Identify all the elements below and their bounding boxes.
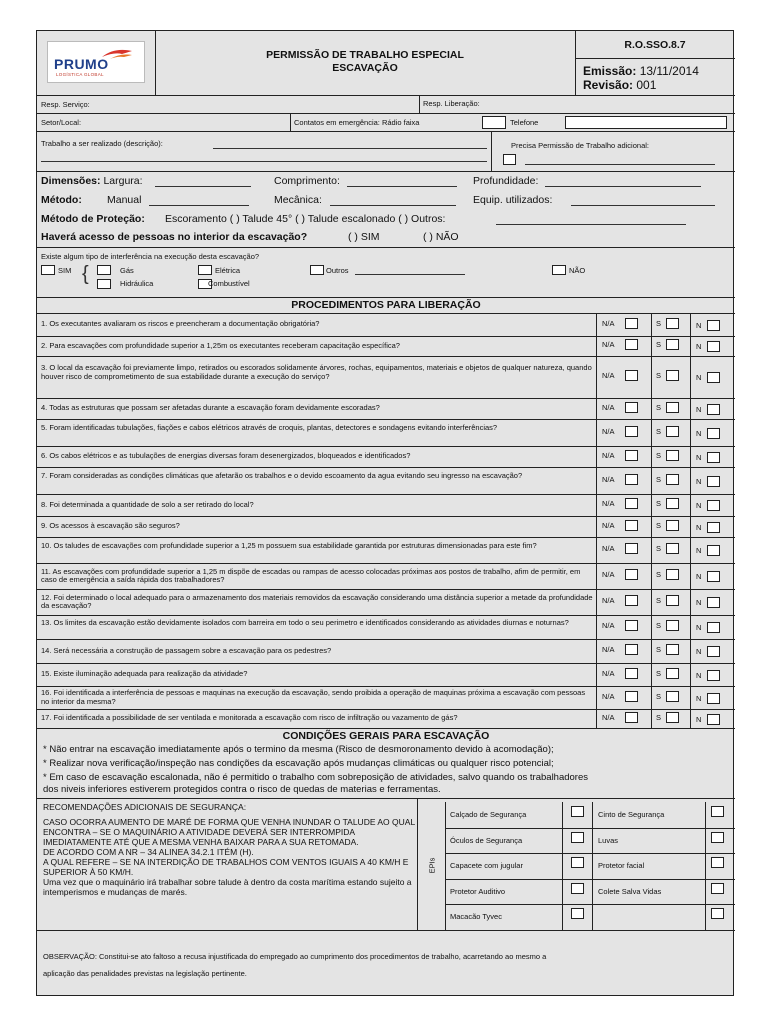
gas-checkbox[interactable] bbox=[97, 265, 111, 275]
n-label: N bbox=[696, 647, 702, 656]
n-checkbox[interactable] bbox=[707, 522, 720, 533]
n-label: N bbox=[696, 501, 702, 510]
s-checkbox[interactable] bbox=[666, 370, 679, 381]
n-label: N bbox=[696, 477, 702, 486]
n-checkbox[interactable] bbox=[707, 670, 720, 681]
epi-item-label: Macacão Tyvec bbox=[450, 912, 502, 921]
procedure-question: 8. Foi determinada a quantidade de solo a ser retirado do local? bbox=[41, 499, 254, 509]
na-label: N/A bbox=[602, 319, 615, 328]
na-label: N/A bbox=[602, 669, 615, 678]
protecao-outros-field[interactable] bbox=[496, 224, 686, 225]
epi-item-label: Óculos de Segurança bbox=[450, 836, 523, 845]
emissao-label: Emissão: bbox=[583, 64, 637, 78]
s-checkbox[interactable] bbox=[666, 569, 679, 580]
profundidade-field[interactable] bbox=[545, 186, 701, 187]
procedure-question: 2. Para escavações com profundidade superior a 1,25m os executantes receberam capacitação específica? bbox=[41, 340, 400, 350]
s-label: S bbox=[656, 499, 662, 508]
s-label: S bbox=[656, 713, 662, 722]
n-checkbox[interactable] bbox=[707, 452, 720, 463]
n-checkbox[interactable] bbox=[707, 428, 720, 439]
na-checkbox[interactable] bbox=[625, 402, 638, 413]
interferencia-question: Existe algum tipo de interferência na execução desta escavação? bbox=[41, 252, 260, 261]
na-label: N/A bbox=[602, 499, 615, 508]
condicao-3b: dos niveis inferiores estiverem protegidos contra o risco de quedas de materias e ferramentas. bbox=[43, 784, 441, 795]
condicao-3a: * Em caso de escavação escalonada, não é permitido o trabalho com sobreposição de atividades, salvo quando os trabalhadores bbox=[43, 772, 589, 783]
na-checkbox[interactable] bbox=[625, 595, 638, 606]
epi-item-label: Colete Salva Vidas bbox=[598, 887, 662, 896]
telefone-label: Telefone bbox=[510, 118, 539, 127]
revisao-value: 001 bbox=[636, 78, 657, 92]
na-label: N/A bbox=[602, 475, 615, 484]
telefone-field[interactable] bbox=[565, 116, 727, 129]
na-checkbox[interactable] bbox=[625, 569, 638, 580]
na-checkbox[interactable] bbox=[625, 474, 638, 485]
s-label: S bbox=[656, 371, 662, 380]
radio-faixa-field[interactable] bbox=[482, 116, 506, 129]
profundidade-label: Profundidade: bbox=[473, 175, 539, 187]
epi-checkbox[interactable] bbox=[711, 908, 724, 919]
na-checkbox[interactable] bbox=[625, 520, 638, 531]
s-checkbox[interactable] bbox=[666, 318, 679, 329]
combustivel-label: Combustível bbox=[208, 279, 250, 288]
na-checkbox[interactable] bbox=[625, 543, 638, 554]
observacao-line2: aplicação das penalidades previstas na legislação pertinente. bbox=[43, 969, 247, 978]
na-label: N/A bbox=[602, 427, 615, 436]
s-checkbox[interactable] bbox=[666, 450, 679, 461]
na-label: N/A bbox=[602, 645, 615, 654]
n-checkbox[interactable] bbox=[707, 341, 720, 352]
s-label: S bbox=[656, 427, 662, 436]
n-checkbox[interactable] bbox=[707, 545, 720, 556]
na-checkbox[interactable] bbox=[625, 339, 638, 350]
s-checkbox[interactable] bbox=[666, 543, 679, 554]
n-label: N bbox=[696, 671, 702, 680]
interferencia-nao-label: NÃO bbox=[569, 266, 586, 275]
n-checkbox[interactable] bbox=[707, 500, 720, 511]
form-title: PERMISSÃO DE TRABALHO ESPECIAL bbox=[266, 49, 464, 61]
s-checkbox[interactable] bbox=[666, 474, 679, 485]
s-label: S bbox=[656, 544, 662, 553]
hidraulica-checkbox[interactable] bbox=[97, 279, 111, 289]
s-label: S bbox=[656, 319, 662, 328]
epi-item-label: Capacete com jugular bbox=[450, 861, 523, 870]
na-checkbox[interactable] bbox=[625, 370, 638, 381]
procedure-question: 7. Foram consideradas as condições climáticas que afetarão os trabalhos e o devido escoamento da agua evitando seu ingresso na escavação? bbox=[41, 471, 523, 480]
n-label: N bbox=[696, 598, 702, 607]
epis-label: EPIs bbox=[427, 857, 437, 874]
revisao-label: Revisão: bbox=[583, 78, 634, 92]
n-checkbox[interactable] bbox=[707, 646, 720, 657]
procedure-question: 5. Foram identificadas tubulações, fiações e cabos elétricos através de croquis, plantas, detectores e sondagens evitando interferências? bbox=[41, 423, 498, 432]
trabalho-label: Trabalho a ser realizado (descrição): bbox=[41, 139, 163, 148]
comprimento-label: Comprimento: bbox=[274, 175, 340, 187]
epi-item-label: Cinto de Segurança bbox=[598, 810, 665, 819]
outros-label: Outros bbox=[326, 266, 349, 275]
na-label: N/A bbox=[602, 596, 615, 605]
na-checkbox[interactable] bbox=[625, 644, 638, 655]
s-checkbox[interactable] bbox=[666, 644, 679, 655]
n-label: N bbox=[696, 715, 702, 724]
observacao-line1: OBSERVAÇÃO: Constitui-se ato faltoso a recusa injustificada do empregado ao cumprimento dos procedimentos de trabalho, acarretando ao mesmo a bbox=[43, 952, 547, 961]
setor-local-label: Setor/Local: bbox=[41, 118, 82, 127]
largura-field[interactable] bbox=[155, 186, 251, 187]
acesso-sim-option[interactable]: ( ) SIM bbox=[348, 231, 380, 243]
procedure-question: 3. O local da escavação foi previamente limpo, retirados ou escorados solidamente árvores, rochas, equipamentos, materiais e objetos de qualquer natureza, quando houver risco de comprometimento de sua estabilidade durante a execução do serviço? bbox=[41, 363, 592, 381]
precisa-line[interactable] bbox=[525, 164, 715, 165]
epi-checkbox[interactable] bbox=[571, 908, 584, 919]
metodo-protecao-label: Método de Proteção: bbox=[41, 213, 145, 225]
interferencia-sim-checkbox[interactable] bbox=[41, 265, 55, 275]
procedimentos-title: PROCEDIMENTOS PARA LIBERAÇÃO bbox=[291, 299, 481, 311]
contatos-label: Contatos em emergência: Rádio faixa bbox=[294, 118, 420, 127]
comprimento-field[interactable] bbox=[347, 186, 457, 187]
s-label: S bbox=[656, 596, 662, 605]
n-label: N bbox=[696, 694, 702, 703]
doc-code: R.O.SSO.8.7 bbox=[624, 39, 686, 51]
procedure-question: 1. Os executantes avaliaram os riscos e preencheram a documentação obrigatória? bbox=[41, 319, 320, 328]
interferencia-sim-label: SIM bbox=[58, 266, 72, 275]
protecao-options[interactable]: Escoramento ( ) Talude 45° ( ) Talude escalonado ( ) Outros: bbox=[165, 213, 446, 225]
equip-label: Equip. utilizados: bbox=[473, 194, 553, 206]
mecanica-field[interactable] bbox=[330, 205, 456, 206]
epi-checkbox[interactable] bbox=[571, 806, 584, 817]
logo-text: PRUMO bbox=[54, 56, 109, 72]
procedure-question: 4. Todas as estruturas que possam ser afetadas durante a escavação foram devidamente escoradas? bbox=[41, 403, 380, 412]
s-checkbox[interactable] bbox=[666, 712, 679, 723]
n-checkbox[interactable] bbox=[707, 476, 720, 487]
s-checkbox[interactable] bbox=[666, 520, 679, 531]
s-label: S bbox=[656, 570, 662, 579]
recomendacao-3: A QUAL REFERE – SE NA INTERDIÇÃO DE TRABALHOS COM VENTOS IGUAIS A 40 KM/H E SUPERIOR À 50 KM/H. bbox=[43, 857, 409, 877]
na-label: N/A bbox=[602, 692, 615, 701]
na-checkbox[interactable] bbox=[625, 498, 638, 509]
na-label: N/A bbox=[602, 371, 615, 380]
n-label: N bbox=[696, 342, 702, 351]
permit-form bbox=[36, 30, 734, 996]
outros-field[interactable] bbox=[355, 274, 465, 275]
epi-checkbox[interactable] bbox=[571, 883, 584, 894]
na-label: N/A bbox=[602, 451, 615, 460]
s-label: S bbox=[656, 692, 662, 701]
s-checkbox[interactable] bbox=[666, 668, 679, 679]
manual-field[interactable] bbox=[149, 205, 249, 206]
prumo-logo bbox=[47, 41, 145, 83]
n-label: N bbox=[696, 523, 702, 532]
acesso-question: Haverá acesso de pessoas no interior da escavação? bbox=[41, 231, 308, 243]
s-checkbox[interactable] bbox=[666, 402, 679, 413]
epi-checkbox[interactable] bbox=[571, 857, 584, 868]
s-label: S bbox=[656, 645, 662, 654]
n-checkbox[interactable] bbox=[707, 372, 720, 383]
n-label: N bbox=[696, 453, 702, 462]
procedure-question: 9. Os acessos à escavação são seguros? bbox=[41, 521, 180, 530]
n-label: N bbox=[696, 546, 702, 555]
resp-liberacao-label: Resp. Liberação: bbox=[423, 99, 480, 108]
na-label: N/A bbox=[602, 340, 615, 349]
procedure-question: 17. Foi identificada a possibilidade de ser ventilada e monitorada a escavação com risco de infiltração ou vazamento de gás? bbox=[41, 713, 458, 722]
epi-checkbox[interactable] bbox=[711, 806, 724, 817]
dimensoes-label: Dimensões: bbox=[41, 175, 101, 187]
outros-checkbox[interactable] bbox=[310, 265, 324, 275]
epi-checkbox[interactable] bbox=[711, 857, 724, 868]
s-checkbox[interactable] bbox=[666, 620, 679, 631]
brace-icon: { bbox=[82, 263, 89, 285]
procedure-question: 6. Os cabos elétricos e as tubulações de energias diversas foram desenergizados, bloqueados e identificados? bbox=[41, 451, 411, 460]
recomendacao-2: DE ACORDO COM A NR – 34 ALINEA 34.2.1 ITÉM (H). bbox=[43, 847, 254, 857]
emissao-value: 13/11/2014 bbox=[639, 64, 699, 78]
epi-checkbox[interactable] bbox=[711, 883, 724, 894]
acesso-nao-option[interactable]: ( ) NÃO bbox=[423, 231, 459, 243]
equip-field[interactable] bbox=[571, 205, 715, 206]
n-label: N bbox=[696, 623, 702, 632]
na-label: N/A bbox=[602, 713, 615, 722]
n-label: N bbox=[696, 405, 702, 414]
s-label: S bbox=[656, 340, 662, 349]
n-label: N bbox=[696, 321, 702, 330]
na-label: N/A bbox=[602, 570, 615, 579]
logo-subtitle: LOGÍSTICA GLOBAL bbox=[56, 72, 104, 77]
condicao-2: * Realizar nova verificação/inspeção nas condições da escavação após mudanças climáticas ou qualquer risco potencial; bbox=[43, 758, 554, 769]
n-checkbox[interactable] bbox=[707, 597, 720, 608]
n-checkbox[interactable] bbox=[707, 571, 720, 582]
s-checkbox[interactable] bbox=[666, 498, 679, 509]
n-label: N bbox=[696, 572, 702, 581]
manual-label: Manual bbox=[107, 194, 142, 206]
metodo-label: Método: bbox=[41, 194, 82, 206]
na-checkbox[interactable] bbox=[625, 620, 638, 631]
procedure-question: 12. Foi determinado o local adequado para o armazenamento dos materiais removidos da escavação considerando uma distância superior a metade da profundidade da escavação? bbox=[41, 592, 593, 610]
s-checkbox[interactable] bbox=[666, 595, 679, 606]
precisa-label: Precisa Permissão de Trabalho adicional: bbox=[511, 141, 649, 150]
largura-label: Largura: bbox=[103, 175, 143, 187]
n-checkbox[interactable] bbox=[707, 622, 720, 633]
na-label: N/A bbox=[602, 621, 615, 630]
n-checkbox[interactable] bbox=[707, 714, 720, 725]
s-checkbox[interactable] bbox=[666, 691, 679, 702]
na-checkbox[interactable] bbox=[625, 426, 638, 437]
resp-servico-label: Resp. Serviço: bbox=[41, 100, 90, 109]
na-label: N/A bbox=[602, 521, 615, 530]
s-label: S bbox=[656, 403, 662, 412]
procedure-question: 15. Existe iluminação adequada para realização da atividade? bbox=[41, 669, 248, 678]
gas-label: Gás bbox=[120, 266, 134, 275]
procedure-question: 10. Os taludes de escavações com profundidade superior a 1,25 m possuem sua estabilidade garantida por estruturas dimensionadas para este fim? bbox=[41, 540, 537, 550]
s-checkbox[interactable] bbox=[666, 426, 679, 437]
n-label: N bbox=[696, 373, 702, 382]
eletrica-checkbox[interactable] bbox=[198, 265, 212, 275]
procedure-question: 13. Os limites da escavação estão devidamente isolados com barreira em todo o seu perimetro e identificados considerando as atividades diurnas e noturnas? bbox=[41, 617, 569, 627]
epi-item-label: Protetor Auditivo bbox=[450, 887, 506, 896]
hidraulica-label: Hidráulica bbox=[120, 279, 154, 288]
na-label: N/A bbox=[602, 403, 615, 412]
condicoes-title: CONDIÇÕES GERAIS PARA ESCAVAÇÃO bbox=[282, 730, 490, 742]
s-label: S bbox=[656, 669, 662, 678]
s-label: S bbox=[656, 621, 662, 630]
precisa-checkbox[interactable] bbox=[503, 154, 516, 165]
n-checkbox[interactable] bbox=[707, 320, 720, 331]
trabalho-line-2[interactable] bbox=[41, 161, 487, 162]
na-checkbox[interactable] bbox=[625, 691, 638, 702]
epi-checkbox[interactable] bbox=[711, 832, 724, 843]
recomendacoes-title: RECOMENDAÇÕES ADICIONAIS DE SEGURANÇA: bbox=[43, 802, 247, 812]
mecanica-label: Mecânica: bbox=[274, 194, 322, 206]
interferencia-nao-checkbox[interactable] bbox=[552, 265, 566, 275]
na-checkbox[interactable] bbox=[625, 712, 638, 723]
form-subtitle: ESCAVAÇÃO bbox=[332, 62, 398, 74]
n-checkbox[interactable] bbox=[707, 693, 720, 704]
trabalho-line-1[interactable] bbox=[213, 148, 487, 149]
epi-item-label: Protetor facial bbox=[598, 861, 645, 870]
s-label: S bbox=[656, 451, 662, 460]
na-checkbox[interactable] bbox=[625, 668, 638, 679]
s-label: S bbox=[656, 475, 662, 484]
procedure-question: 11. As escavações com profundidade superior a 1,25 m dispõe de escadas ou rampas de acesso colocadas próximas aos postos de trabalho, afim de permitir, em caso de emergência a saída rápida dos trabalhadores? bbox=[41, 566, 581, 584]
epi-item-label: Luvas bbox=[598, 836, 619, 845]
na-checkbox[interactable] bbox=[625, 450, 638, 461]
condicao-1: * Não entrar na escavação imediatamente após o termino da mesma (Risco de desmoronamento devido à acomodação); bbox=[43, 744, 554, 755]
s-checkbox[interactable] bbox=[666, 339, 679, 350]
recomendacao-1: CASO OCORRA AUMENTO DE MARÉ DE FORMA QUE VENHA INUNDAR O TALUDE AO QUAL ENCONTRA – SE O MAQUINÁRIO A ATIVIDADE DEVERÁ SER INTERROMPIDA IMEDIATAMENTE ATÉ QUE A MESMA VENHA BAIXAR PARA A SUA RETOMADA. bbox=[43, 817, 415, 847]
eletrica-label: Elétrica bbox=[215, 266, 241, 275]
na-checkbox[interactable] bbox=[625, 318, 638, 329]
n-checkbox[interactable] bbox=[707, 404, 720, 415]
na-label: N/A bbox=[602, 544, 615, 553]
n-label: N bbox=[696, 429, 702, 438]
procedure-question: 16. Foi identificada a interferência de pessoas e maquinas na execução da escavação, sendo proibida a operação de maquinas próxima a escavação com pessoas no interior da mesma? bbox=[41, 688, 586, 706]
s-label: S bbox=[656, 521, 662, 530]
epi-checkbox[interactable] bbox=[571, 832, 584, 843]
epi-item-label: Calçado de Segurança bbox=[450, 810, 527, 819]
procedure-question: 14. Será necessária a construção de passagem sobre a escavação para os pedestres? bbox=[41, 645, 332, 655]
recomendacao-4: Uma vez que o maquinário irá trabalhar sobre talude à dentro da costa marítima estando sujeito a intemperismos e mudanças de marés. bbox=[43, 877, 412, 897]
